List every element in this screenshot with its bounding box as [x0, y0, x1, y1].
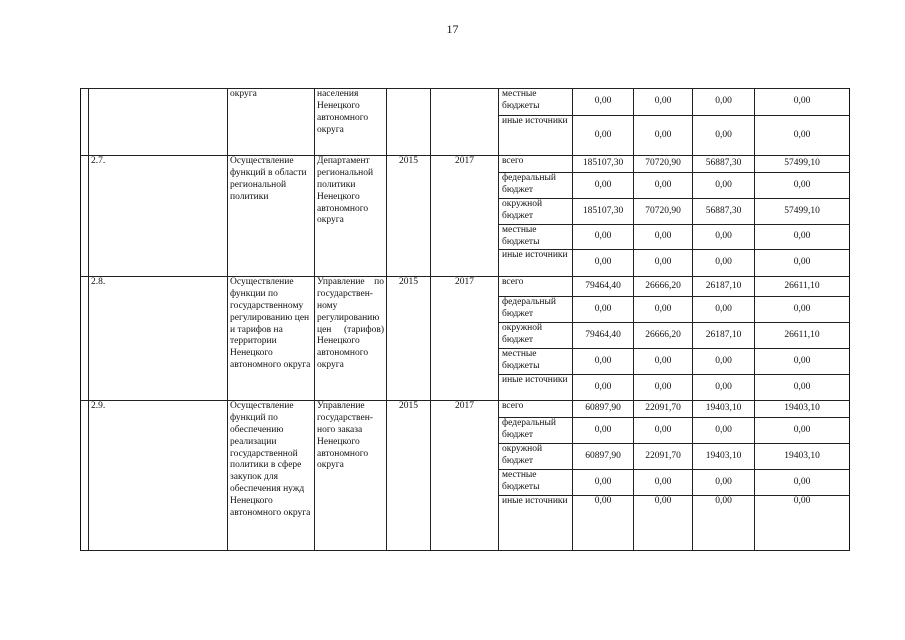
- amount-cell: 19403,10: [693, 444, 755, 470]
- amount-cell: 0,00: [755, 375, 850, 401]
- amount-cell: 0,00: [634, 349, 693, 375]
- amount-cell: 0,00: [573, 89, 634, 116]
- funding-source: иные источники: [499, 375, 573, 401]
- measure-name: Осуществление функций в области региональной политики: [228, 156, 315, 277]
- amount-cell: 0,00: [693, 375, 755, 401]
- year-to: 2017: [431, 401, 499, 551]
- funding-source: окружной бюджет: [499, 323, 573, 349]
- amount-cell: 0,00: [755, 297, 850, 323]
- measure-name: Осуществление функции по государственному регулированию цен и тарифов на территории Ненецкого автономного округа: [228, 277, 315, 401]
- funding-source: местные бюджеты: [499, 225, 573, 250]
- amount-cell: 26187,10: [693, 323, 755, 349]
- amount-cell: 60897,90: [573, 401, 634, 418]
- executor-name: Департамент региональной политики Ненецкого автономного округа: [315, 156, 387, 277]
- amount-cell: 0,00: [573, 496, 634, 551]
- measure-number: [89, 89, 228, 156]
- amount-cell: 0,00: [634, 496, 693, 551]
- amount-cell: 0,00: [693, 250, 755, 277]
- measure-name: округа: [228, 89, 315, 156]
- amount-cell: 19403,10: [755, 444, 850, 470]
- funding-source: иные источники: [499, 496, 573, 551]
- funding-source: местные бюджеты: [499, 470, 573, 496]
- funding-source: окружной бюджет: [499, 444, 573, 470]
- measure-name: Осуществление функций по обеспечению реализации государственной политики в сфере закупок для обеспечения нужд Ненецкого автономного округа: [228, 401, 315, 551]
- year-to: 2017: [431, 277, 499, 401]
- amount-cell: 26187,10: [693, 277, 755, 297]
- amount-cell: 79464,40: [573, 323, 634, 349]
- amount-cell: 0,00: [755, 250, 850, 277]
- amount-cell: 0,00: [573, 418, 634, 444]
- year-to: [431, 89, 499, 156]
- row-number-cell: [81, 89, 89, 156]
- measure-number: 2.7.: [89, 156, 228, 277]
- year-from: 2015: [387, 156, 431, 277]
- amount-cell: 26666,20: [634, 277, 693, 297]
- funding-source: иные источники: [499, 116, 573, 156]
- amount-cell: 0,00: [634, 225, 693, 250]
- amount-cell: 70720,90: [634, 199, 693, 225]
- amount-cell: 0,00: [693, 418, 755, 444]
- amount-cell: 0,00: [634, 173, 693, 199]
- amount-cell: 0,00: [755, 418, 850, 444]
- amount-cell: 60897,90: [573, 444, 634, 470]
- funding-source: иные источники: [499, 250, 573, 277]
- funding-source: федеральный бюджет: [499, 173, 573, 199]
- amount-cell: 0,00: [755, 349, 850, 375]
- amount-cell: 0,00: [755, 173, 850, 199]
- amount-cell: 0,00: [755, 496, 850, 551]
- funding-source: федеральный бюджет: [499, 297, 573, 323]
- measure-number: 2.9.: [89, 401, 228, 551]
- table-row: [81, 401, 850, 418]
- amount-cell: 26611,10: [755, 323, 850, 349]
- amount-cell: 0,00: [693, 173, 755, 199]
- year-from: 2015: [387, 277, 431, 401]
- amount-cell: 0,00: [755, 470, 850, 496]
- executor-name: Управление по государствен-ному регулированию цен (тарифов) Ненецкого автономного округа: [315, 277, 387, 401]
- amount-cell: 185107,30: [573, 199, 634, 225]
- amount-cell: 57499,10: [755, 156, 850, 173]
- amount-cell: 56887,30: [693, 156, 755, 173]
- amount-cell: 0,00: [634, 418, 693, 444]
- amount-cell: 19403,10: [755, 401, 850, 418]
- amount-cell: 0,00: [573, 349, 634, 375]
- amount-cell: 0,00: [755, 89, 850, 116]
- amount-cell: 0,00: [693, 89, 755, 116]
- row-number-cell: [81, 401, 89, 551]
- amount-cell: 0,00: [573, 375, 634, 401]
- amount-cell: 79464,40: [573, 277, 634, 297]
- funding-source: местные бюджеты: [499, 89, 573, 116]
- amount-cell: 0,00: [634, 89, 693, 116]
- year-to: 2017: [431, 156, 499, 277]
- amount-cell: 0,00: [573, 250, 634, 277]
- table-body: [81, 89, 850, 551]
- funding-source: всего: [499, 156, 573, 173]
- funding-source: окружной бюджет: [499, 199, 573, 225]
- amount-cell: 26611,10: [755, 277, 850, 297]
- amount-cell: 0,00: [573, 225, 634, 250]
- amount-cell: 0,00: [573, 116, 634, 156]
- program-measures-table: [80, 88, 850, 551]
- amount-cell: 0,00: [634, 116, 693, 156]
- amount-cell: 0,00: [634, 470, 693, 496]
- funding-source: федеральный бюджет: [499, 418, 573, 444]
- table-row: [81, 89, 850, 116]
- amount-cell: 0,00: [573, 173, 634, 199]
- funding-source: местные бюджеты: [499, 349, 573, 375]
- amount-cell: 0,00: [755, 225, 850, 250]
- amount-cell: 0,00: [693, 349, 755, 375]
- amount-cell: 57499,10: [755, 199, 850, 225]
- amount-cell: 0,00: [693, 496, 755, 551]
- amount-cell: 0,00: [693, 225, 755, 250]
- executor-name: населения Ненецкого автономного округа: [315, 89, 387, 156]
- row-number-cell: [81, 156, 89, 277]
- amount-cell: 0,00: [573, 470, 634, 496]
- amount-cell: 0,00: [755, 116, 850, 156]
- amount-cell: 19403,10: [693, 401, 755, 418]
- table-row: [81, 277, 850, 297]
- amount-cell: 0,00: [634, 250, 693, 277]
- amount-cell: 0,00: [634, 297, 693, 323]
- year-from: 2015: [387, 401, 431, 551]
- funding-source: всего: [499, 401, 573, 418]
- amount-cell: 22091,70: [634, 444, 693, 470]
- amount-cell: 0,00: [573, 297, 634, 323]
- amount-cell: 56887,30: [693, 199, 755, 225]
- amount-cell: 70720,90: [634, 156, 693, 173]
- row-number-cell: [81, 277, 89, 401]
- amount-cell: 0,00: [693, 470, 755, 496]
- measure-number: 2.8.: [89, 277, 228, 401]
- amount-cell: 0,00: [634, 375, 693, 401]
- executor-name: Управление государствен-ного заказа Ненецкого автономного округа: [315, 401, 387, 551]
- amount-cell: 22091,70: [634, 401, 693, 418]
- funding-source: всего: [499, 277, 573, 297]
- amount-cell: 0,00: [693, 297, 755, 323]
- amount-cell: 185107,30: [573, 156, 634, 173]
- amount-cell: 0,00: [693, 116, 755, 156]
- table-row: [81, 156, 850, 173]
- amount-cell: 26666,20: [634, 323, 693, 349]
- page-number: 17: [446, 22, 459, 36]
- year-from: [387, 89, 431, 156]
